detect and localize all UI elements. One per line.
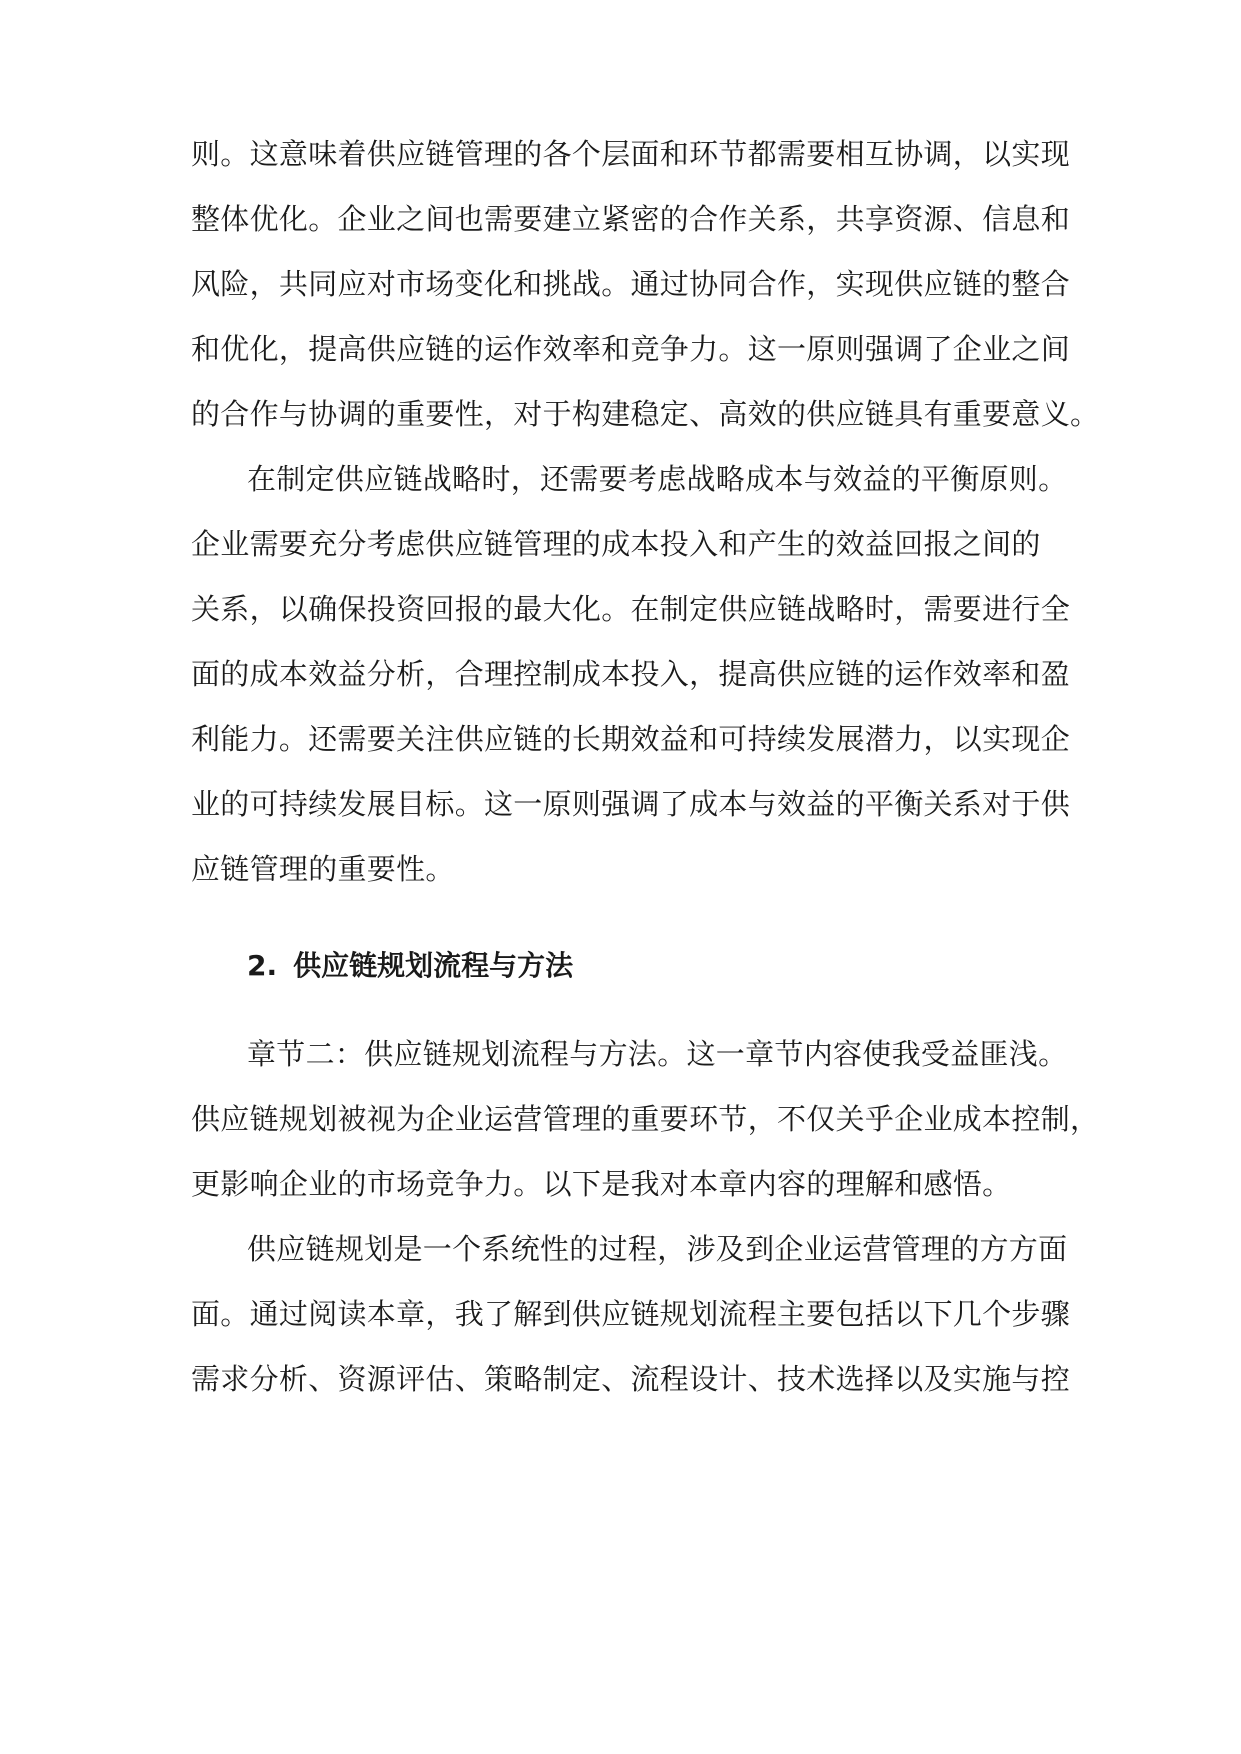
text-line: 需求分析、资源评估、策略制定、流程设计、技术选择以及实施与控 — [191, 1362, 1071, 1396]
text-line: 和优化，提高供应链的运作效率和竞争力。这一原则强调了企业之间 — [191, 332, 1071, 366]
text-line: 则。这意味着供应链管理的各个层面和环节都需要相互协调，以实现 — [191, 137, 1071, 171]
section-title: 供应链规划流程与方法 — [293, 949, 574, 982]
text-line: 更影响企业的市场竞争力。以下是我对本章内容的理解和感悟。 — [191, 1167, 1012, 1201]
text-line: 业的可持续发展目标。这一原则强调了成本与效益的平衡关系对于供 — [191, 787, 1071, 821]
text-line: 利能力。还需要关注供应链的长期效益和可持续发展潜力，以实现企 — [191, 722, 1071, 756]
text-line: 在制定供应链战略时，还需要考虑战略成本与效益的平衡原则。 — [247, 462, 1068, 496]
text-line: 应链管理的重要性。 — [191, 852, 455, 886]
text-line: 关系，以确保投资回报的最大化。在制定供应链战略时，需要进行全 — [191, 592, 1071, 626]
text-line: 风险，共同应对市场变化和挑战。通过协同合作，实现供应链的整合 — [191, 267, 1071, 301]
text-line: 章节二：供应链规划流程与方法。这一章节内容使我受益匪浅。 — [247, 1037, 1068, 1071]
text-line: 的合作与协调的重要性，对于构建稳定、高效的供应链具有重要意义。 — [191, 397, 1100, 431]
text-line: 供应链规划被视为企业运营管理的重要环节，不仅关乎企业成本控制， — [191, 1102, 1100, 1136]
section-heading — [247, 948, 573, 984]
text-line: 整体优化。企业之间也需要建立紧密的合作关系，共享资源、信息和 — [191, 202, 1071, 236]
section-number: 2. — [247, 949, 278, 982]
text-line: 面。通过阅读本章，我了解到供应链规划流程主要包括以下几个步骤 — [191, 1297, 1071, 1331]
text-line: 供应链规划是一个系统性的过程，涉及到企业运营管理的方方面 — [247, 1232, 1068, 1266]
text-line: 面的成本效益分析，合理控制成本投入，提高供应链的运作效率和盈 — [191, 657, 1071, 691]
text-line: 企业需要充分考虑供应链管理的成本投入和产生的效益回报之间的 — [191, 527, 1041, 561]
